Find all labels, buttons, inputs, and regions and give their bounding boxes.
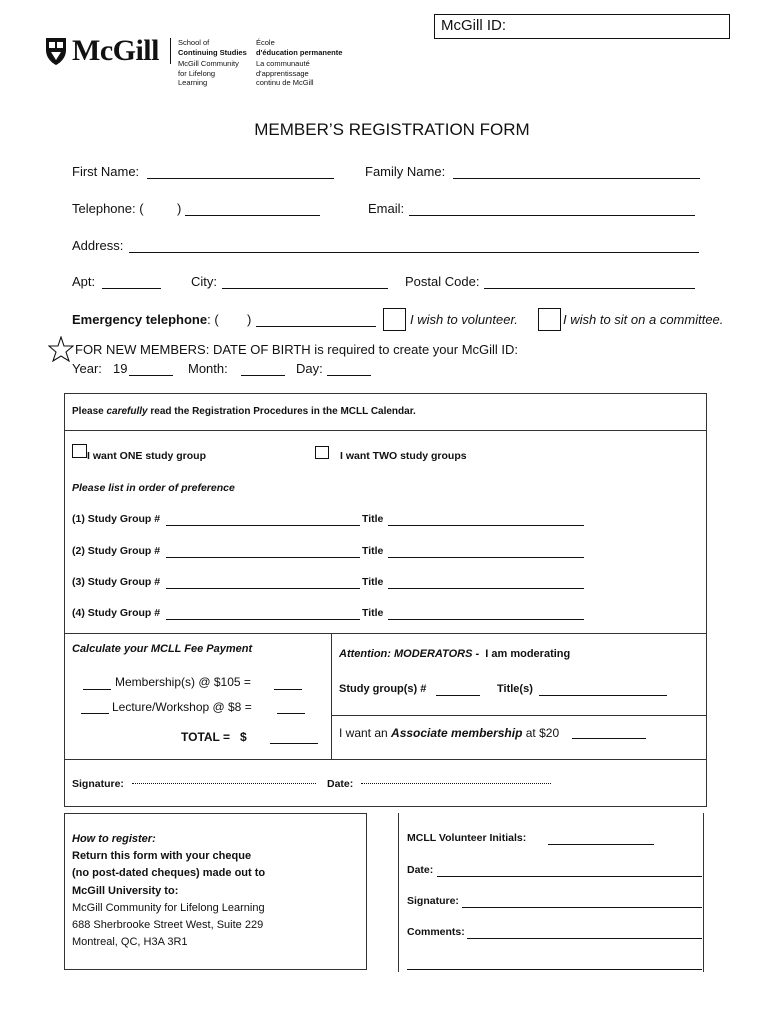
read-post: read the Registration Procedures in the MCLL Calendar. — [147, 406, 416, 417]
office-initials-field[interactable] — [548, 844, 654, 845]
star-icon — [48, 336, 74, 362]
school-fr-1: École — [256, 38, 275, 47]
two-groups-checkbox[interactable] — [315, 446, 329, 459]
study-group-label: (4) Study Group # — [72, 607, 161, 619]
community-en-2: for Lifelong — [178, 68, 216, 78]
study-title-field[interactable] — [388, 525, 584, 526]
membership-count-field[interactable] — [83, 689, 111, 690]
office-signature-label: Signature: — [407, 895, 459, 907]
moderators-heading — [339, 648, 570, 660]
howto-line6: Montreal, QC, H3A 3R1 — [72, 936, 188, 949]
form-title: MEMBER’S REGISTRATION FORM — [254, 120, 530, 139]
emergency-label — [72, 312, 219, 327]
study-title-label: Title — [362, 513, 384, 525]
city-label: City: — [191, 274, 217, 289]
office-initials-label: MCLL Volunteer Initials: — [407, 832, 527, 844]
study-title-label: Title — [362, 576, 384, 588]
one-group-label: I want ONE study group — [87, 450, 207, 462]
associate-label — [339, 726, 559, 740]
day-label: Day: — [296, 361, 323, 376]
study-title-field[interactable] — [388, 619, 584, 620]
fee-heading: Calculate your MCLL Fee Payment — [72, 643, 253, 655]
total-amount-field[interactable] — [270, 743, 318, 744]
one-group-checkbox[interactable] — [72, 444, 87, 458]
howto-line5: 688 Sherbrooke Street West, Suite 229 — [72, 919, 264, 932]
year-field[interactable] — [129, 375, 173, 376]
total-label: TOTAL = — [181, 730, 231, 744]
howto-line3: McGill University to: — [72, 884, 179, 897]
study-title-label: Title — [362, 607, 384, 619]
emergency-field[interactable] — [256, 326, 376, 327]
postal-code-field[interactable] — [484, 288, 695, 289]
office-date-label: Date: — [407, 864, 434, 876]
office-box-left — [398, 813, 399, 972]
committee-checkbox[interactable] — [538, 308, 561, 331]
volunteer-label: I wish to volunteer. — [410, 312, 518, 327]
email-label: Email: — [368, 201, 405, 216]
community-en-1: McGill Community — [178, 59, 239, 68]
read-pre: Please — [72, 406, 107, 417]
day-field[interactable] — [327, 375, 371, 376]
month-label: Month: — [188, 361, 228, 376]
assoc-pre: I want an — [339, 726, 392, 740]
study-title-field[interactable] — [388, 557, 584, 558]
read-procedures-note — [72, 406, 416, 417]
moderator-study-group-label: Study group(s) # — [339, 683, 427, 695]
howto-line4: McGill Community for Lifelong Learning — [72, 901, 265, 914]
study-group-label: (3) Study Group # — [72, 576, 161, 588]
moderators-moderating: I am moderating — [485, 648, 571, 660]
howto-line1: Return this form with your cheque — [72, 850, 252, 863]
preference-label: Please list in order of preference — [72, 482, 235, 494]
office-comments-field[interactable] — [467, 938, 702, 939]
associate-field[interactable] — [572, 738, 646, 739]
moderator-title-field[interactable] — [539, 695, 667, 696]
apt-field[interactable] — [102, 288, 161, 289]
study-title-field[interactable] — [388, 588, 584, 589]
assoc-em: Associate membership — [391, 726, 523, 740]
lecture-amount-field[interactable] — [277, 713, 305, 714]
family-name-label: Family Name: — [365, 164, 446, 179]
month-field[interactable] — [241, 375, 285, 376]
emergency-label-bold: Emergency telephone — [72, 312, 208, 327]
logo-divider — [170, 38, 171, 64]
address-label: Address: — [72, 238, 124, 253]
school-en-2: Continuing Studies — [178, 47, 247, 57]
mcgill-id-label: McGill ID: — [441, 17, 506, 34]
telephone-label: Telephone: ( — [72, 201, 144, 216]
office-comments-field-2[interactable] — [407, 969, 702, 970]
total-dollar: $ — [240, 730, 247, 744]
signature-field[interactable] — [132, 783, 316, 784]
two-groups-label: I want TWO study groups — [340, 450, 467, 462]
assoc-post: at $20 — [522, 726, 560, 740]
community-fr-2: d'apprentissage — [256, 68, 309, 78]
study-group-field[interactable] — [166, 557, 360, 558]
study-group-label: (1) Study Group # — [72, 513, 161, 525]
fee-divider-vertical — [331, 633, 332, 760]
emergency-label-rest: : ( — [207, 312, 219, 327]
school-en-1: School of — [178, 38, 210, 47]
school-fr-2: d'éducation permanente — [256, 47, 343, 57]
study-group-field[interactable] — [166, 588, 360, 589]
new-members-note: FOR NEW MEMBERS: DATE OF BIRTH is required to create your McGill ID: — [75, 342, 519, 357]
emergency-close: ) — [247, 312, 252, 327]
mcgill-id-box[interactable] — [434, 14, 730, 39]
study-title-label: Title — [362, 545, 384, 557]
office-comments-label: Comments: — [407, 926, 465, 938]
postal-code-label: Postal Code: — [405, 274, 480, 289]
membership-label: Membership(s) @ $105 = — [115, 675, 251, 689]
fee-divider-top — [64, 633, 706, 634]
study-group-label: (2) Study Group # — [72, 545, 161, 557]
moderator-title-label: Title(s) — [497, 683, 533, 695]
howto-heading: How to register: — [72, 833, 156, 845]
lecture-label: Lecture/Workshop @ $8 = — [112, 700, 252, 714]
study-divider-top — [64, 430, 706, 431]
office-box-right — [703, 813, 704, 972]
email-field[interactable] — [409, 215, 695, 216]
howto-line2: (no post-dated cheques) made out to — [72, 867, 266, 880]
apt-label: Apt: — [72, 274, 96, 289]
year-prefix: 19 — [113, 361, 128, 376]
first-name-label: First Name: — [72, 164, 140, 179]
family-name-field[interactable] — [453, 178, 700, 179]
office-signature-field[interactable] — [462, 907, 702, 908]
signature-label: Signature: — [72, 778, 124, 790]
office-date-field[interactable] — [437, 876, 702, 877]
address-field[interactable] — [129, 252, 699, 253]
fee-divider-bottom — [64, 759, 706, 760]
city-field[interactable] — [222, 288, 388, 289]
study-group-field[interactable] — [166, 619, 360, 620]
telephone-close: ) — [177, 201, 182, 216]
date-field[interactable] — [361, 783, 551, 784]
community-fr-3: continu de McGill — [256, 78, 314, 87]
logo-wordmark: McGill — [72, 34, 159, 67]
committee-label: I wish to sit on a committee. — [563, 312, 724, 327]
how-to-register — [72, 831, 265, 951]
moderator-study-group-field[interactable] — [436, 695, 480, 696]
date-label: Date: — [327, 778, 354, 790]
crest-icon — [44, 36, 68, 66]
study-group-field[interactable] — [166, 525, 360, 526]
read-em: carefully — [106, 406, 148, 417]
assoc-divider — [331, 715, 706, 716]
first-name-field[interactable] — [147, 178, 334, 179]
lecture-count-field[interactable] — [81, 713, 109, 714]
membership-amount-field[interactable] — [274, 689, 302, 690]
telephone-field[interactable] — [185, 215, 320, 216]
volunteer-checkbox[interactable] — [383, 308, 406, 331]
year-label: Year: — [72, 361, 102, 376]
moderators-attention: Attention: MODERATORS - — [339, 648, 480, 660]
mcgill-logo — [44, 36, 354, 98]
community-en-3: Learning — [178, 78, 208, 87]
community-fr-1: La communauté — [256, 59, 310, 68]
